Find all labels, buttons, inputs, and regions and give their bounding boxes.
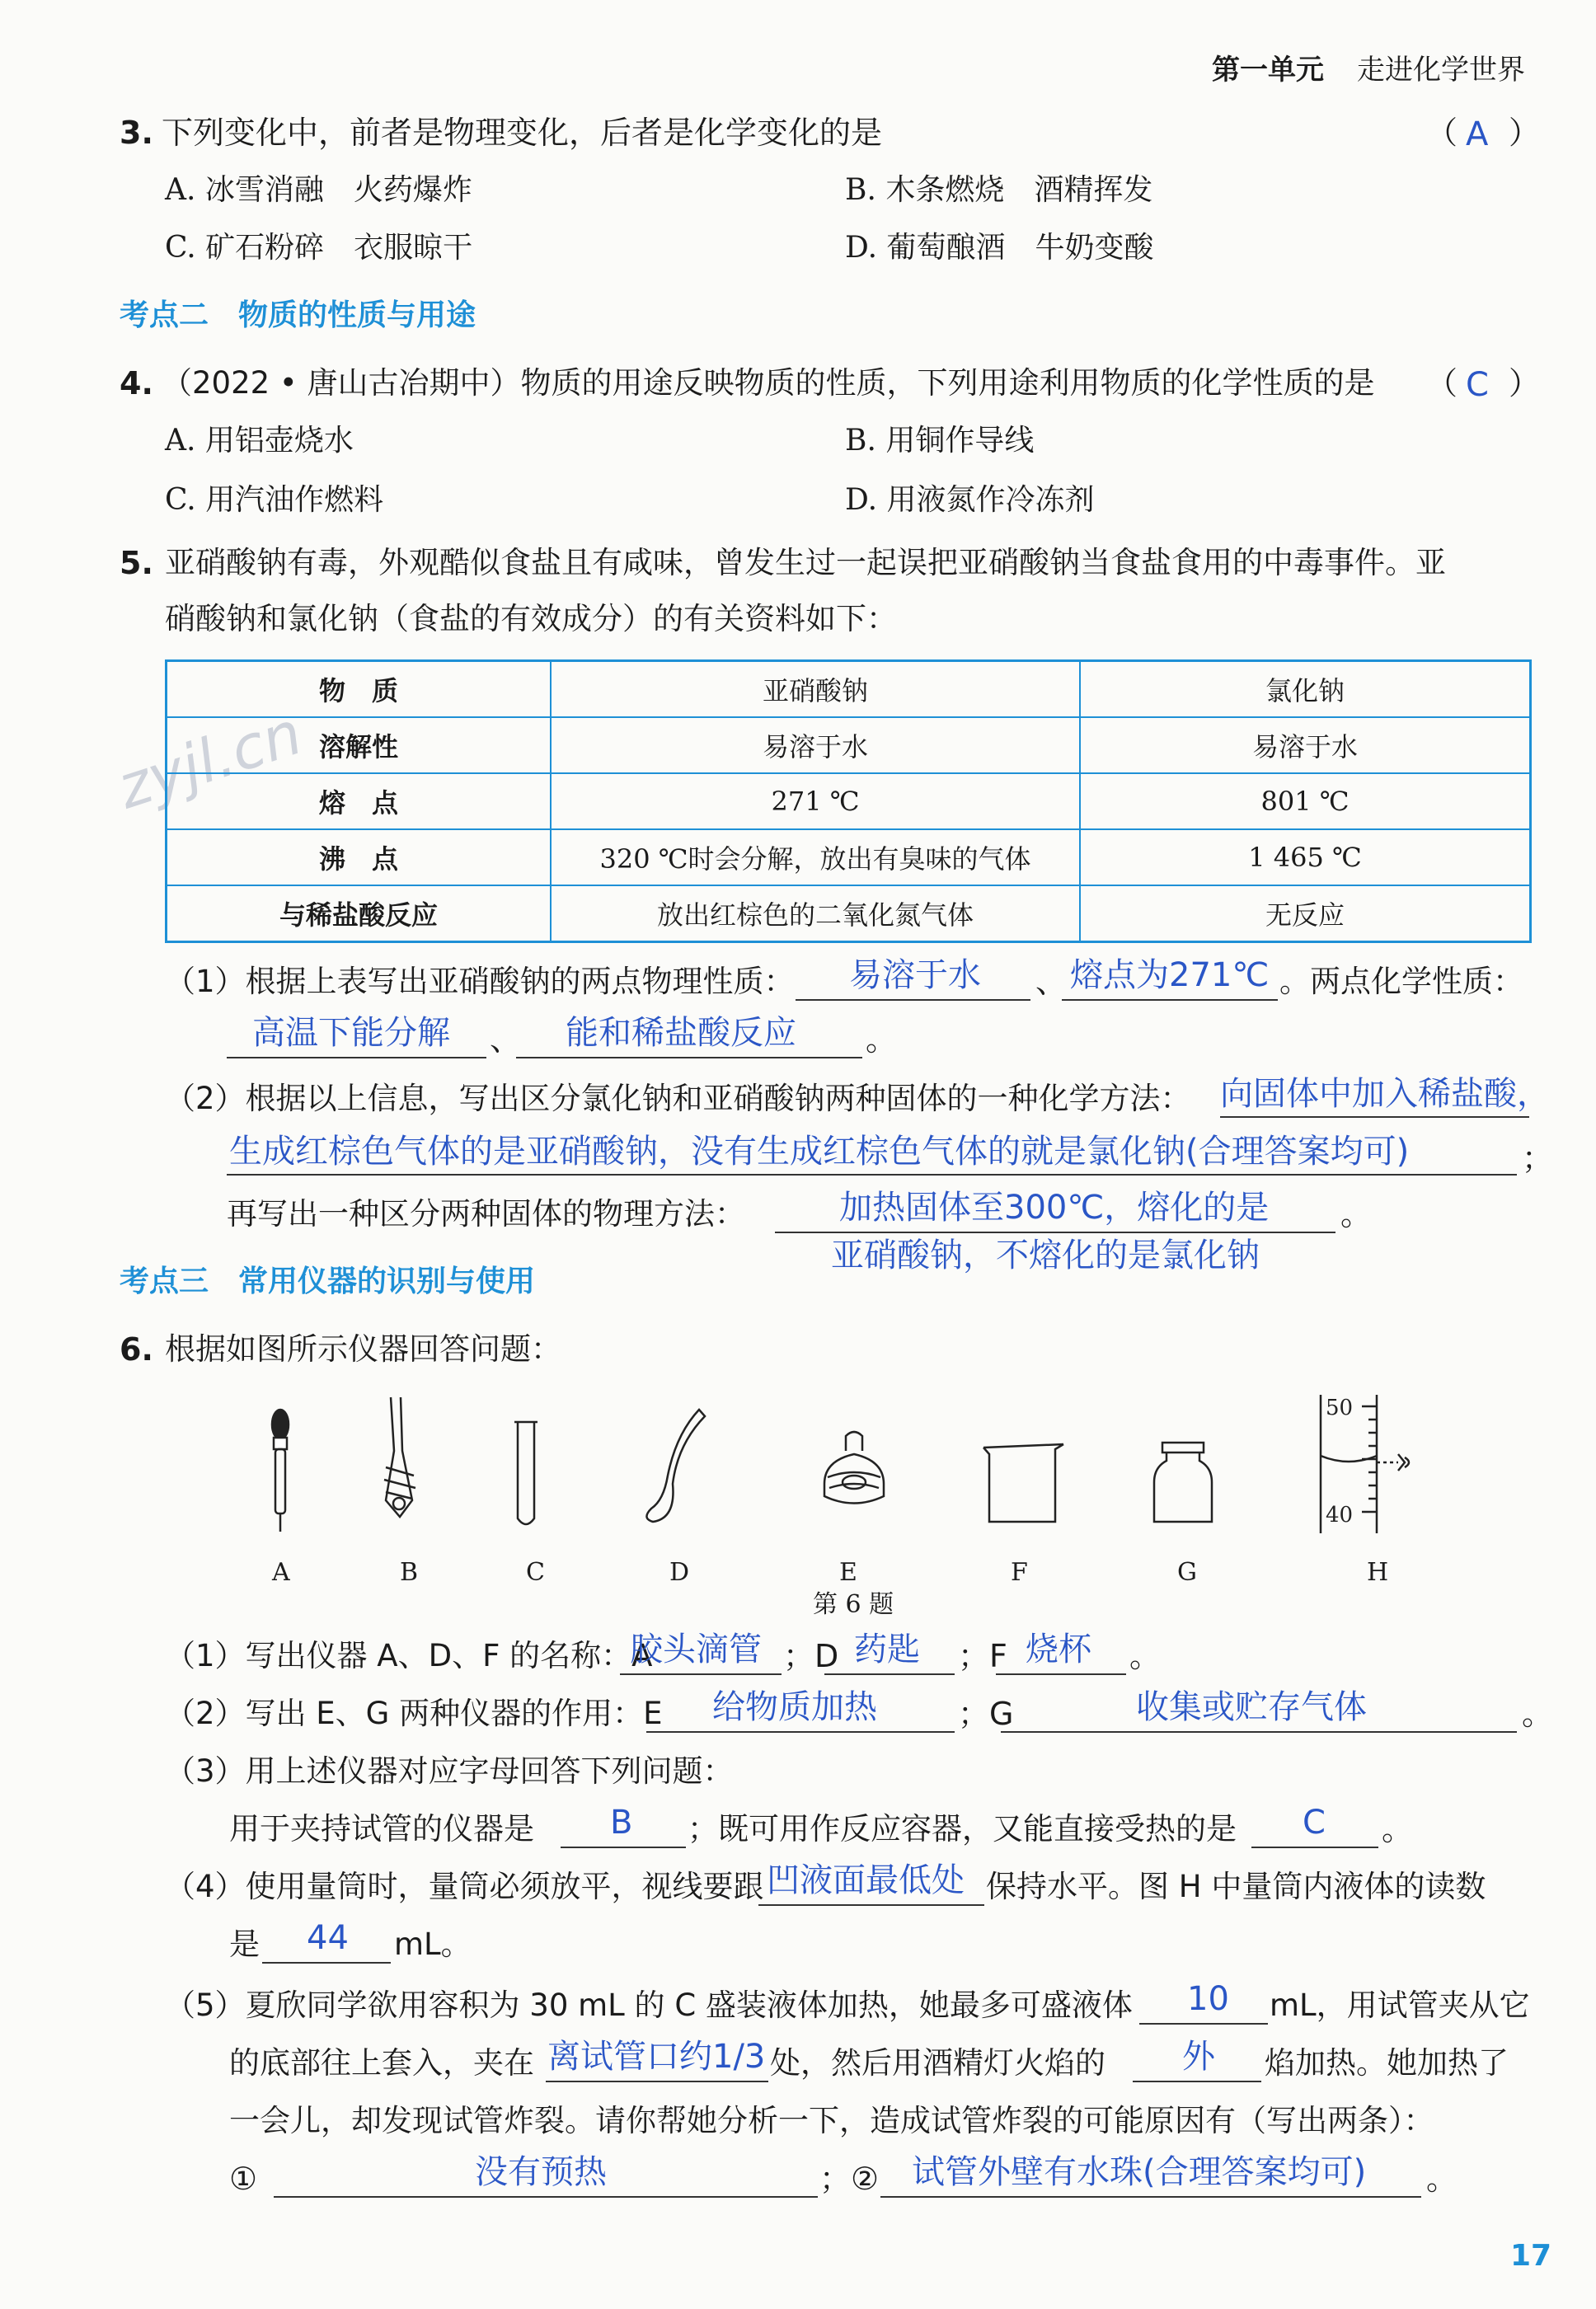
alcohol-lamp-icon: [824, 1432, 884, 1504]
q6-part4-answer1: 凹液面最低处: [767, 1861, 965, 1899]
q6-part5-circle2: ；②: [819, 2161, 880, 2197]
q6-part3-text: （3）用上述仪器对应字母回答下列问题：: [165, 1753, 734, 1789]
q4-option-c: C. 用汽油作燃料: [165, 483, 384, 517]
q5-number: 5.: [120, 545, 153, 581]
q5-stem-line1: 亚硝酸钠有毒，外观酷似食盐且有咸味，曾发生过一起误把亚硝酸钠当食盐食用的中毒事件。亚: [165, 545, 1446, 580]
q3-option-a: A. 冰雪消融 火药爆炸: [165, 173, 472, 207]
q6-part5-end: 。: [1426, 2161, 1458, 2197]
q5-part1-end: 。: [866, 1021, 898, 1058]
figure-label-f: F: [1011, 1558, 1028, 1587]
q5-part2-text: （2）根据以上信息，写出区分氯化钠和亚硝酸钠两种固体的一种化学方法：: [165, 1081, 1191, 1116]
q6-stem: 根据如图所示仪器回答问题：: [165, 1331, 561, 1367]
q5-part1-text: （1）根据上表写出亚硝酸钠的两点物理性质：: [165, 964, 795, 999]
answer-blank: [1062, 999, 1278, 1001]
q5-part2-answer-line1: 向固体中加入稀盐酸，: [1220, 1075, 1550, 1113]
gas-collecting-bottle-icon: [1154, 1443, 1212, 1522]
header-title: 走进化学世界: [1357, 54, 1525, 87]
q5-part1-answer3: 高温下能分解: [252, 1014, 450, 1052]
q4-answer-open: （: [1426, 365, 1458, 401]
table-row: [167, 661, 1531, 718]
table-cell: 无反应: [1080, 885, 1531, 942]
answer-blank: [1251, 1847, 1378, 1848]
figure-label-h: H: [1367, 1558, 1389, 1587]
table-header-cell: 物 质: [167, 661, 552, 718]
instruments-figure: [247, 1385, 1467, 1599]
q6-part5-line3: 一会儿，却发现试管炸裂。请你帮她分析一下，造成试管炸裂的可能原因有（写出两条）：: [229, 2103, 1434, 2138]
section-heading-3: 考点三 常用仪器的识别与使用: [120, 1265, 536, 1298]
answer-blank: [546, 2081, 768, 2082]
answer-blank: [262, 1962, 391, 1964]
answer-blank: [880, 2196, 1421, 2198]
answer-blank: [1133, 2081, 1261, 2082]
q6-part5-answer1: 10: [1187, 1980, 1229, 2018]
q6-part4-text: （4）使用量筒时，量筒必须放平，视线要跟: [165, 1869, 764, 1904]
q5-stem-line2: 硝酸钠和氯化钠（食盐的有效成分）的有关资料如下：: [165, 601, 897, 636]
dropper-icon: [272, 1410, 289, 1532]
header-unit: 第一单元: [1212, 54, 1324, 87]
spatula-icon: [646, 1410, 705, 1522]
q3-number: 3.: [120, 115, 153, 151]
property-table: [165, 659, 1532, 943]
q6-part2-end: 。: [1522, 1696, 1554, 1732]
table-cell: 放出红棕色的二氧化氮气体: [551, 885, 1080, 942]
answer-blank: [227, 1057, 486, 1058]
q3-stem: 下列变化中，前者是物理变化，后者是化学变化的是: [162, 115, 883, 151]
q6-part5-circle1: ①: [229, 2161, 258, 2197]
table-row: [167, 829, 1531, 885]
table-cell: 溶解性: [167, 717, 552, 773]
q6-part1-d-label: ；D: [783, 1638, 839, 1674]
answer-blank: [1001, 1731, 1517, 1733]
answer-blank: [561, 1847, 686, 1848]
answer-blank: [646, 1731, 955, 1733]
q6-part4-answer2: 44: [307, 1919, 349, 1957]
answer-blank: [775, 1232, 1335, 1233]
answer-blank: [227, 1174, 1517, 1176]
q3-option-c: C. 矿石粉碎 衣服晾干: [165, 231, 473, 265]
table-cell: 沸 点: [167, 829, 552, 885]
q6-part1-end: 。: [1129, 1638, 1162, 1674]
table-row: [167, 773, 1531, 829]
q5-part2-end: 。: [1340, 1196, 1373, 1232]
cylinder-mark-50: 50: [1326, 1396, 1354, 1420]
q6-part2-answer-g: 收集或贮存气体: [1136, 1688, 1367, 1726]
q5-part1-text2: 。两点化学性质：: [1279, 964, 1523, 999]
q4-number: 4.: [120, 365, 153, 401]
beaker-icon: [983, 1444, 1063, 1522]
table-cell: 易溶于水: [1080, 717, 1531, 773]
figure-caption: 第 6 题: [813, 1590, 894, 1619]
q6-part3-answer2: C: [1303, 1804, 1326, 1842]
answer-blank: [620, 1673, 782, 1675]
q3-answer: A: [1466, 115, 1489, 153]
q5-part1-answer2: 熔点为271℃: [1070, 956, 1270, 994]
q4-option-b: B. 用铜作导线: [845, 424, 1035, 458]
q6-part3-answer1: B: [610, 1804, 633, 1842]
figure-label-e: E: [839, 1558, 857, 1587]
q3-option-d: D. 葡萄酿酒 牛奶变酸: [845, 231, 1154, 265]
q6-part2-text: （2）写出 E、G 两种仪器的作用：E: [165, 1696, 663, 1731]
q4-answer-close: ）: [1509, 365, 1541, 401]
table-header-cell: 氯化钠: [1080, 661, 1531, 718]
q6-part2-answer-e: 给物质加热: [712, 1688, 877, 1726]
q6-part5-answer2: 离试管口约1/3: [547, 2038, 766, 2076]
q5-part2-answer-line2: 生成红棕色气体的是亚硝酸钠，没有生成红棕色气体的就是氯化钠(合理答案均可): [229, 1133, 1410, 1171]
q4-answer: C: [1466, 366, 1489, 404]
q6-part3-end: 。: [1382, 1811, 1414, 1847]
q3-option-b: B. 木条燃烧 酒精挥发: [845, 173, 1153, 207]
q5-part2-text2: 再写出一种区分两种固体的物理方法：: [227, 1196, 745, 1232]
section-heading-2: 考点二 物质的性质与用途: [120, 298, 476, 332]
answer-blank: [1139, 2023, 1268, 2025]
q6-part4-mid: 保持水平。图 H 中量筒内液体的读数: [986, 1869, 1486, 1904]
q5-part2-answer2-line1: 加热固体至300℃，熔化的是: [839, 1189, 1270, 1227]
q4-option-d: D. 用液氮作冷冻剂: [845, 483, 1095, 517]
table-cell: 易溶于水: [551, 717, 1080, 773]
watermark: zyjl.cn: [109, 697, 310, 823]
q6-part5-line2a: 的底部往上套入，夹在: [229, 2045, 534, 2081]
q4-stem: （2022 • 唐山古冶期中）物质的用途反映物质的性质，下列用途利用物质的化学性质的是: [162, 365, 1375, 401]
table-header-cell: 亚硝酸钠: [551, 661, 1080, 718]
table-cell: 与稀盐酸反应: [167, 885, 552, 942]
q4-option-a: A. 用铝壶烧水: [165, 424, 354, 458]
q6-number: 6.: [120, 1331, 153, 1368]
table-cell: 271 ℃: [551, 773, 1080, 829]
q6-part4-line2a: 是: [229, 1927, 260, 1962]
q6-part5-reason1: 没有预热: [475, 2153, 607, 2191]
test-tube-icon: [514, 1422, 537, 1524]
table-cell: 320 ℃时会分解，放出有臭味的气体: [551, 829, 1080, 885]
figure-label-g: G: [1177, 1558, 1197, 1587]
q6-part4-line2b: mL。: [394, 1927, 472, 1962]
table-cell: 1 465 ℃: [1080, 829, 1531, 885]
answer-blank: [1220, 1116, 1529, 1118]
cylinder-mark-40: 40: [1326, 1503, 1354, 1528]
figure-label-d: D: [669, 1558, 690, 1587]
q6-part1-f-label: ；F: [958, 1638, 1007, 1674]
q5-part1-answer4: 能和稀盐酸反应: [566, 1014, 796, 1052]
q6-part5-text: （5）夏欣同学欲用容积为 30 mL 的 C 盛装液体加热，她最多可盛液体: [165, 1988, 1133, 2023]
q5-part1-sep: 、: [1035, 964, 1068, 1000]
table-row: [167, 885, 1531, 942]
q6-part3-mid: ；既可用作反应容器，又能直接受热的是: [688, 1811, 1237, 1847]
q6-part3-line: 用于夹持试管的仪器是: [229, 1811, 534, 1847]
q5-part1-answer1: 易溶于水: [849, 956, 981, 994]
answer-blank: [758, 1904, 984, 1906]
table-cell: 801 ℃: [1080, 773, 1531, 829]
q6-part5-answer3: 外: [1182, 2038, 1215, 2076]
q6-part1-answer-a: 胶头滴管: [630, 1631, 762, 1668]
q3-answer-open: （: [1426, 115, 1458, 151]
table-row: [167, 717, 1531, 773]
q6-part5-text2: mL，用试管夹从它: [1270, 1988, 1530, 2023]
figure-label-c: C: [526, 1558, 545, 1587]
q3-answer-close: ）: [1509, 115, 1541, 151]
q6-part2-g-label: ；G: [958, 1696, 1014, 1732]
q6-part5-reason2: 试管外壁有水珠(合理答案均可): [912, 2153, 1367, 2191]
figure-label-b: B: [400, 1558, 419, 1587]
answer-blank: [996, 1673, 1126, 1675]
answer-blank: [796, 999, 1030, 1001]
q6-part5-line2b: 处，然后用酒精灯火焰的: [770, 2045, 1105, 2081]
table-cell: 熔 点: [167, 773, 552, 829]
q5-part2-answer2-line2: 亚硝酸钠，不熔化的是氯化钠: [831, 1237, 1260, 1274]
test-tube-clamp-icon: [384, 1397, 415, 1517]
q6-part1-text: （1）写出仪器 A、D、F 的名称：A: [165, 1638, 653, 1673]
page-number: 17: [1510, 2239, 1552, 2273]
answer-blank: [274, 2196, 818, 2198]
q6-part1-answer-f: 烧杯: [1026, 1631, 1091, 1668]
figure-label-a: A: [272, 1558, 290, 1587]
answer-blank: [516, 1057, 862, 1058]
q5-part1-sep2: 、: [490, 1021, 522, 1058]
q5-part2-semicolon: ；: [1522, 1140, 1554, 1176]
answer-blank: [824, 1673, 955, 1675]
q6-part1-answer-d: 药匙: [854, 1631, 920, 1668]
q6-part5-line2c: 焰加热。她加热了: [1265, 2045, 1509, 2081]
